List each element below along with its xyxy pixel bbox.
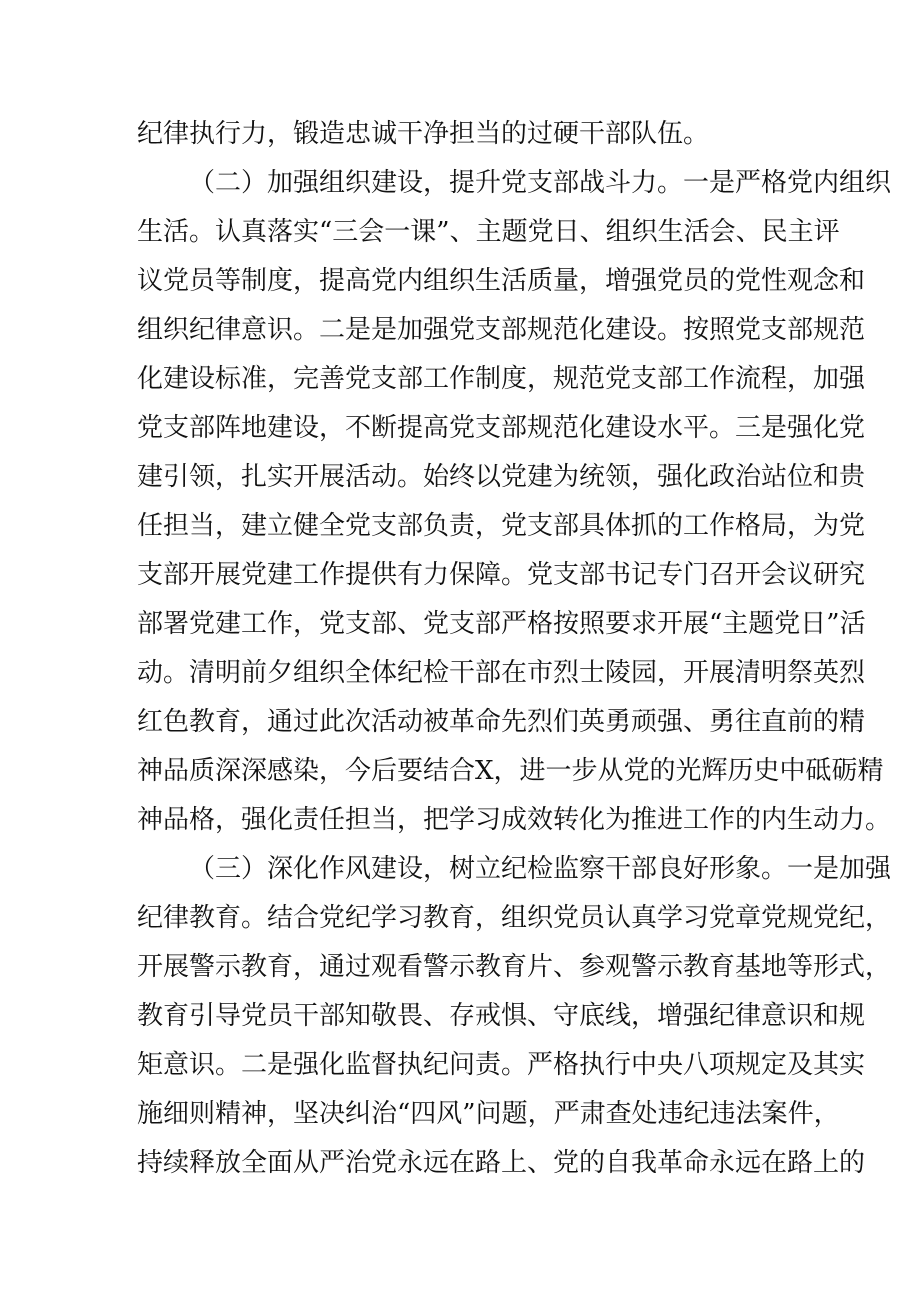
text-line: 施细则精神，坚决纠治“四风”问题，严肃查处违纪违法案件， <box>137 1099 840 1129</box>
text-line: 任担当，建立健全党支部负责，党支部具体抓的工作格局，为党 <box>137 511 866 541</box>
text-line: 持续释放全面从严治党永远在路上、党的自我革命永远在路上的 <box>137 1148 866 1178</box>
text-line: 支部开展党建工作提供有力保障。党支部书记专门召开会议研究 <box>137 560 866 590</box>
text-line: 组织纪律意识。二是是加强党支部规范化建设。按照党支部规范 <box>137 315 866 345</box>
text-line: 红色教育，通过此次活动被革命先烈们英勇顽强、勇往直前的精 <box>137 707 866 737</box>
text-line: 党支部阵地建设，不断提高党支部规范化建设水平。三是强化党 <box>137 413 866 443</box>
paragraph-heading-line: （二）加强组织建设，提升党支部战斗力。一是严格党内组织 <box>189 168 892 198</box>
text-line: 建引领，扎实开展活动。始终以党建为统领，强化政治站位和贵 <box>137 462 866 492</box>
text-line: 化建设标准，完善党支部工作制度，规范党支部工作流程，加强 <box>137 364 866 394</box>
text-line: 神品质深深感染，今后要结合X，进一步从党的光辉历史中砥砺精 <box>137 756 884 786</box>
text-line: 生活。认真落实“三会一课”、主题党日、组织生活会、民主评 <box>137 217 840 247</box>
text-line: 议党员等制度，提高党内组织生活质量，增强党员的党性观念和 <box>137 266 866 296</box>
text-line: 矩意识。二是强化监督执纪问责。严格执行中央八项规定及其实 <box>137 1050 866 1080</box>
paragraph-heading-line: （三）深化作风建设，树立纪检监察干部良好形象。一是加强 <box>189 854 892 884</box>
text-line: 教育引导党员干部知敬畏、存戒惧、守底线，增强纪律意识和规 <box>137 1001 866 1031</box>
text-line: 纪律执行力，锻造忠诚干净担当的过硬干部队伍。 <box>137 119 710 149</box>
text-line: 部署党建工作，党支部、党支部严格按照要求开展“主题党日”活 <box>137 609 866 639</box>
text-line: 动。清明前夕组织全体纪检干部在市烈士陵园，开展清明祭英烈 <box>137 658 866 688</box>
document-body <box>137 110 892 1188</box>
text-line: 神品格，强化责任担当，把学习成效转化为推进工作的内生动力。 <box>137 805 892 835</box>
text-line: 开展警示教育，通过观看警示教育片、参观警示教育基地等形式， <box>137 952 892 982</box>
text-line: 纪律教育。结合党纪学习教育，组织党员认真学习党章党规党纪， <box>137 903 892 933</box>
